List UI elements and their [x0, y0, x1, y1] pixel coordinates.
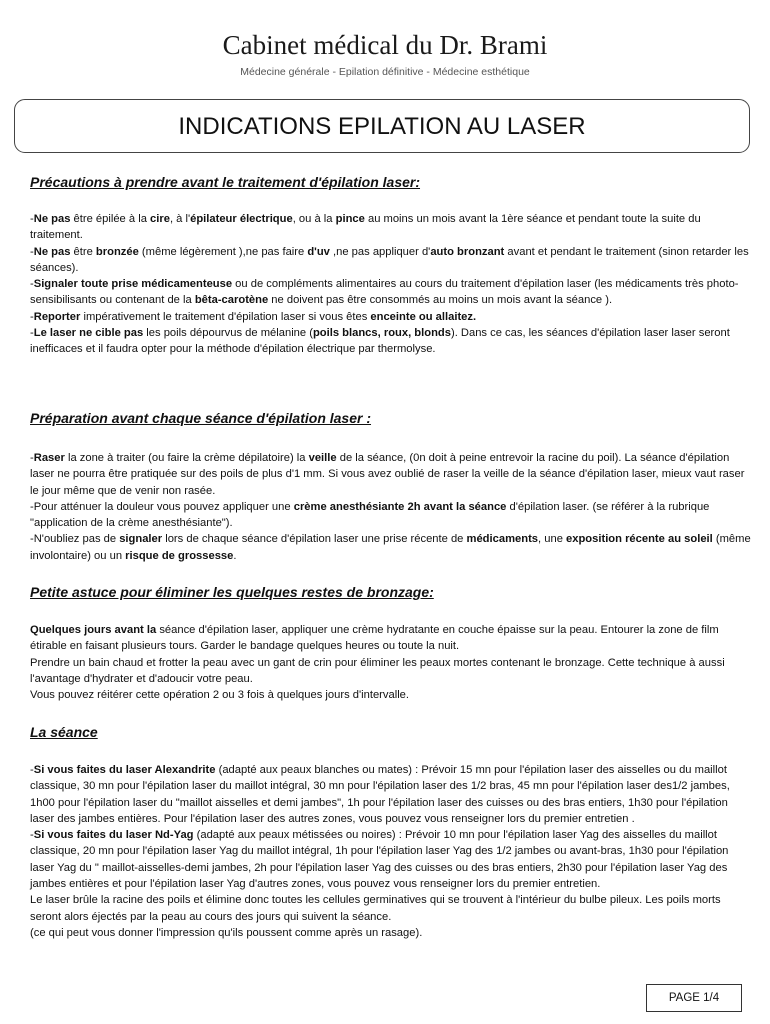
paragraph [30, 827, 752, 892]
bold-text: exposition récente au soleil [566, 533, 713, 546]
text-run: - [30, 829, 34, 842]
text-run: lors de chaque séance d'épilation laser une prise récente de [162, 533, 467, 546]
paragraph [30, 655, 752, 688]
page-number: PAGE 1/4 [646, 984, 742, 1012]
bold-text: Reporter [33, 310, 81, 323]
text-run: -Pour atténuer la douleur vous pouvez appliquer une [30, 500, 294, 513]
text-run: (ce qui peut vous donner l'impression qu'ils poussent comme après un rasage). [30, 926, 423, 939]
document-title-banner: INDICATIONS EPILATION AU LASER [14, 99, 750, 153]
paragraph [30, 244, 752, 277]
text-run: les poils dépourvus de mélanine ( [143, 327, 313, 340]
text-run: ou de compléments alimentaires au cours du traitement d'épilation laser (les médicaments très photo-sensibilisants ou contenant de la [30, 278, 739, 307]
paragraph [30, 925, 752, 941]
text-run: , une [538, 533, 567, 546]
bold-text: bronzée [95, 245, 139, 258]
bold-text: Si vous faites du laser Nd-Yag [33, 829, 194, 842]
bold-text: risque de grossesse [125, 549, 234, 562]
bold-text: Signaler toute prise médicamenteuse [33, 278, 233, 291]
bold-text: Raser [33, 452, 65, 464]
section-body-seance [30, 762, 752, 941]
bold-text: pince [335, 213, 365, 225]
text-run: -N'oubliez pas de [30, 533, 120, 546]
text-run: d'épilation laser. (se référer à la rubrique "application de la crème anesthésiante"). [30, 500, 710, 530]
text-run: au moins un mois avant la 1ère séance et pendant toute la suite du traitement. [30, 213, 701, 242]
section-body-preparation [30, 450, 752, 564]
text-run: (même légèrement ),ne pas faire [138, 245, 308, 258]
bold-text: poils blancs, roux, blonds [312, 327, 451, 340]
section-body-astuce [30, 622, 752, 703]
text-run: - [30, 452, 34, 464]
text-run: ne doivent pas être consommés au moins un mois avant la séance ). [268, 294, 613, 307]
section-heading-seance: La séance [30, 724, 98, 740]
text-run: être épilée à la [70, 213, 151, 225]
section-heading-preparation: Préparation avant chaque séance d'épilation laser : [30, 410, 372, 426]
bold-text: cire [150, 213, 170, 225]
bold-text: Ne pas [33, 245, 71, 258]
section-body-precautions [30, 211, 752, 358]
text-run: - [30, 310, 34, 323]
bold-text: Quelques jours avant la [30, 624, 157, 636]
paragraph [30, 450, 752, 499]
section-heading-astuce: Petite astuce pour éliminer les quelques restes de bronzage: [30, 584, 434, 600]
paragraph [30, 499, 752, 532]
paragraph [30, 622, 752, 655]
paragraph [30, 531, 752, 564]
text-run: - [30, 764, 34, 776]
text-run: impérativement le traitement d'épilation laser si vous êtes [80, 310, 371, 323]
text-run: séance d'épilation laser, appliquer une crème hydratante en couche épaisse sur la peau. Entourer la zone de film étirable en faisant plusieurs tours. Garder le bandage quelques heures ou toute la nuit. [30, 624, 719, 653]
paragraph [30, 309, 752, 325]
text-run: - [30, 245, 34, 258]
clinic-title: Cabinet médical du Dr. Brami [222, 30, 548, 60]
text-run: (même involontaire) ou un [30, 533, 751, 562]
text-run: - [30, 278, 34, 291]
text-run: avant et pendant le traitement (sinon retarder les séances). [30, 245, 749, 274]
bold-text: Ne pas [33, 213, 71, 225]
paragraph [30, 687, 752, 703]
bold-text: enceinte ou allaitez. [370, 310, 477, 323]
bold-text: Le laser ne cible pas [33, 327, 144, 340]
text-run: Prendre un bain chaud et frotter la peau avec un gant de crin pour éliminer les peaux mortes contenant le bronzage. Cette technique à aussi l'avantage d'hydrater et d'adoucir votre peau. [30, 656, 725, 685]
paragraph [30, 762, 752, 827]
text-run: - [30, 213, 34, 225]
bold-text: Si vous faites du laser Alexandrite [33, 764, 216, 776]
bold-text: veille [308, 452, 337, 464]
text-run: Le laser brûle la racine des poils et élimine donc toutes les cellules germinatives qui se trouvent à l'intérieur du bulbe pileux. Les poils morts seront alors éjectés par la peau au cours des jours qui suivent la séance. [30, 894, 721, 923]
text-run: (adapté aux peaux blanches ou mates) : Prévoir 15 mn pour l'épilation laser des aisselles ou du maillot classique, 30 mn pour l'épilation laser du maillot intégral, 30 mn pour l'épilation laser des 1/2 bras, 45 mn pour l'épilation laser des1/2 jambes, 1h00 pour l'épilation laser du "maillot aisselles et demi jambes", 1h pour l'épilation laser des cuisses ou des bras entiers, 1h30 pour l'épilation laser des jambes entières. Pour l'épilation laser des autres zones, vous pouvez vous renseigner lors du premier entretien . [30, 764, 730, 825]
section-heading-precautions: Précautions à prendre avant le traitement d'épilation laser: [30, 174, 421, 190]
paragraph [30, 892, 752, 925]
bold-text: crème anesthésiante 2h avant la séance [293, 500, 507, 513]
text-run: de la séance, (0n doit à peine entrevoir la racine du poil). La séance d'épilation laser ne pourra être pratiquée sur des poils de plus d'1 mm. Si vous avez oublié de raser la veille de la séance d'épilation laser, mieux vaut raser le jour même que de venir non rasée. [30, 452, 745, 497]
bold-text: bêta-carotène [194, 294, 269, 307]
bold-text: signaler [119, 533, 163, 546]
bold-text: épilateur électrique [190, 213, 293, 225]
bold-text: auto bronzant [430, 245, 505, 258]
text-run: (adapté aux peaux métissées ou noires) : Prévoir 10 mn pour l'épilation laser Yag des aisselles du maillot classique, 20 mn pour l'épilation laser Yag du maillot intégral, 1h pour l'épilation laser Yag des 1/2 jambes ou avant-bras, 1h30 pour l'épilation laser Yag du " maillot-aisselles-demi jambes, 2h pour l'épilation laser Yag des cuisses ou des bras entiers, 2h30 pour l'épilation laser Yag des jambes entières et pour l'épilation laser Yag d'autres zones, vous pouvez vous renseigner lors du premier entretien. [30, 829, 729, 891]
paragraph [30, 211, 752, 244]
text-run: Vous pouvez réitérer cette opération 2 ou 3 fois à quelques jours d'intervalle. [30, 689, 410, 702]
bold-text: d'uv [307, 245, 330, 258]
text-run: la zone à traiter (ou faire la crème dépilatoire) la [64, 452, 309, 464]
text-run: . [233, 549, 237, 562]
text-run: ,ne pas appliquer d' [329, 245, 431, 258]
bold-text: médicaments [466, 533, 539, 546]
text-run: ). Dans ce cas, les séances d'épilation laser laser seront inefficaces et il faudra opter pour la méthode d'épilation électrique par thermolyse. [30, 327, 730, 356]
text-run: , à l' [169, 213, 191, 225]
paragraph [30, 325, 752, 358]
clinic-subtitle: Médecine générale - Epilation définitive - Médecine esthétique [240, 66, 530, 78]
text-run: être [70, 245, 96, 258]
text-run: , ou à la [292, 213, 336, 225]
paragraph [30, 276, 752, 309]
text-run: - [30, 327, 34, 340]
